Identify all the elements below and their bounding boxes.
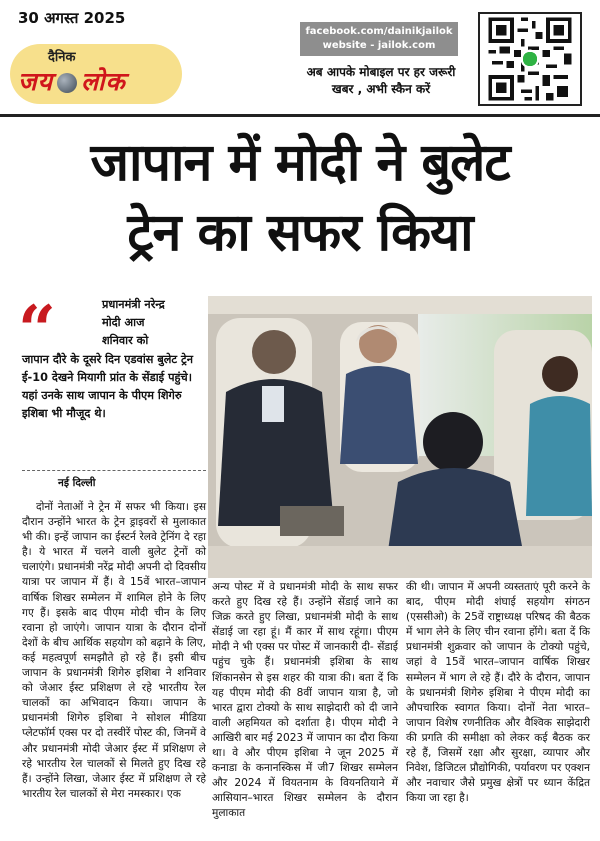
issue-date: 30 अगस्त 2025 <box>18 9 126 27</box>
masthead <box>0 0 600 112</box>
quote-marks-icon: “ <box>18 291 56 369</box>
intro-quote <box>22 296 200 423</box>
facebook-link[interactable]: facebook.com/dainikjailok <box>305 26 453 37</box>
body-column-3 <box>406 580 590 806</box>
scan-tagline: अब आपके मोबाइल पर हर जरूरी खबर , अभी स्कैन करें <box>306 65 456 96</box>
main-headline <box>0 128 600 268</box>
quote-line-3: शनिवार को <box>102 334 149 348</box>
quote-line-2: मोदी आज <box>102 316 145 330</box>
body-paragraph-3: की थी। जापान में अपनी व्यस्तताएं पूरी करने के बाद, पीएम मोदी शंघाई सहयोग संगठन (एससीओ) के 25वें राष्ट्राध्यक्ष परिषद की बैठक में भाग लेने के लिए चीन रवाना होंगे। बता दें कि प्रधानमंत्री शुक्रवार को जापान के टोक्यो पहुंचे, जहां वे 15वें भारत–जापान वार्षिक शिखर सम्मेलन में भाग ले रहे हैं। दौरे के दौरान, जापान के प्रधानमंत्री शिगेरु इशिबा ने पीएम मोदी का औपचारिक स्वागत किया। दोनों नेता भारत–जापान विशेष रणनीतिक और वैश्विक साझेदारी की प्रगति की समीक्षा को लेकर कई बैठक कर रहे हैं, जिसमें रक्षा और सुरक्षा, व्यापार और निवेश, डिजिटल प्रौद्योगिकी, पर्यावरण पर एक्शन और नवाचार जैसे प्रमुख क्षेत्रों पर ध्यान केंद्रित किया जा रहा है। <box>406 581 590 805</box>
qr-code-icon[interactable] <box>478 12 582 106</box>
news-photo <box>208 296 592 578</box>
logo-small-text: दैनिक <box>48 50 76 65</box>
body-paragraph-2: अन्य पोस्ट में वे प्रधानमंत्री मोदी के साथ सफर करते हुए दिख रहे हैं। उन्होंने सेंडाई जाने का जिक्र करते हुए लिखा, प्रधानमंत्री मोदी के साथ सेंडाई जा रहा हूं। मैं कार में साथ रहूंगा। पीएम मोदी ने भी एक्स पर पोस्ट में जानकारी दी- सेंडाई पहुंच चुके हैं। प्रधानमंत्री इशिबा के साथ शिंकानसेन से इस शहर की यात्रा की। बता दें कि यह पीएम मोदी की 8वीं जापान यात्रा है, जो भारत द्वारा टोक्यो के साथ साझेदारी को दी जाने वाली अहमियत को दर्शाता है। पीएम मोदी ने आखिरी बार मई 2023 में जापान का दौरा किया था। वे और पीएम इशिबा ने जून 2025 में कनाडा के कनानस्किस में जी7 शिखर सम्मेलन और 2024 में वियतनाम के वियनतियाने में आसियान–भारत शिखर सम्मेलन के दौरान मुलाकात <box>212 581 398 820</box>
logo-word-right: लोक <box>81 67 126 96</box>
dateline-divider <box>22 470 206 471</box>
quote-rest: जापान दौरे के दूसरे दिन एडवांस बुलेट ट्रेन ई-10 देखने मियागी प्रांत के सेंडाई पहुंचे। यहां उनके साथ जापान के पीएम शिगेरु इशिबा भी मौजूद थे। <box>22 352 194 421</box>
headline-line-1: जापान में मोदी ने बुलेट <box>90 133 510 193</box>
logo-word-left: जय <box>18 67 54 96</box>
masthead-divider <box>0 114 600 117</box>
body-column-2 <box>212 580 398 822</box>
body-column-1 <box>22 500 206 802</box>
newspaper-logo <box>18 64 126 98</box>
dateline: नई दिल्ली <box>58 477 96 489</box>
body-paragraph-1: दोनों नेताओं ने ट्रेन में सफर भी किया। इस दौरान उन्होंने भारत के ट्रेन ड्राइवरों से मुलाकात भी की। इन्हें जापान का ईस्टर्न रेलवे ट्रेनिंग दे रहा है। ये भारत में चलने वाली बुलेट ट्रेनों को चलाएंगे। प्रधानमंत्री नरेंद्र मोदी अपनी दो दिवसीय यात्रा पर जापान में हैं। वे 15वें भारत–जापान वार्षिक शिखर सम्मेलन में शामिल होने के लिए गए हैं। इसके बाद पीएम मोदी चीन के लिए रवाना हो जाएंगे। जापान यात्रा के दौरान दोनों देशों के बीच आर्थिक सहयोग को बढ़ाने के लिए, कई महत्वपूर्ण समझौते हो रहे हैं। इसी बीच जापान के प्रधानमंत्री शिगेरु इशिबा ने शनिवार को जेआर ईस्ट प्रशिक्षण ले रहे भारतीय रेल चालकों का अभिवादन किया। जापान के प्रधानमंत्री शिगेरु इशिबा ने सोशल मीडिया प्लेटफॉर्म एक्स पर दो तस्वीरें पोस्ट की, जिनमें वे और प्रधानमंत्री मोदी जेआर ईस्ट में प्रशिक्षण ले रहे भारतीय रेल चालकों से मिलते हुए दिख रहे हैं। उन्होंने लिखा, जेआर ईस्ट में प्रशिक्षण ले रहे भारतीय रेल चालकों से मेरा नमस्कार। एक <box>22 501 206 800</box>
social-links-box <box>300 22 458 56</box>
headline-line-2: ट्रेन का सफर किया <box>127 203 473 263</box>
quote-line-1: प्रधानमंत्री नरेन्द्र <box>102 298 165 311</box>
globe-icon <box>57 73 77 93</box>
website-link[interactable]: website - jailok.com <box>322 40 436 51</box>
